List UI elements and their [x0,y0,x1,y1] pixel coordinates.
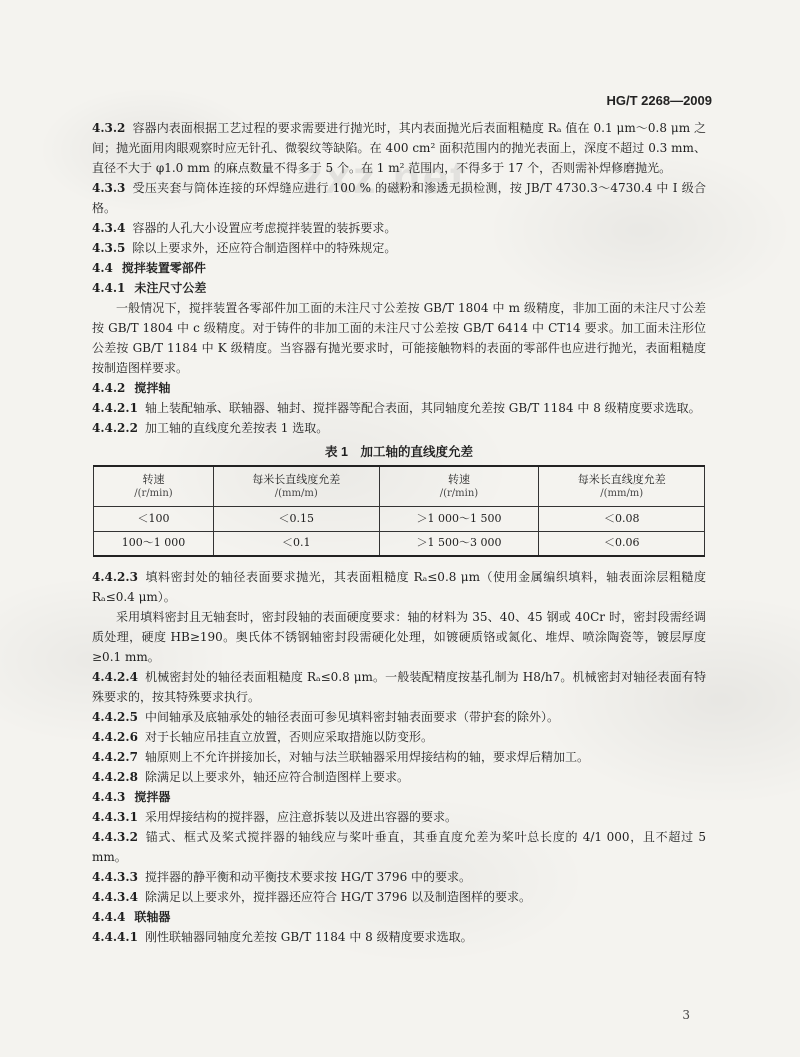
table-cell: 100～1 000 [94,531,214,556]
straightness-tolerance-table [93,465,705,557]
table-cell: ＜0.15 [213,506,379,531]
clause-paragraph [92,218,706,238]
document-body [92,118,706,947]
page-number: 3 [682,1008,690,1022]
clause-text: 受压夹套与筒体连接的环焊缝应进行 100 % 的磁粉和渗透无损检测，按 JB/T 4730.3～4730.4 中 Ⅰ 级合格。 [92,181,706,215]
clause-text: 容器内表面根据工艺过程的要求需要进行抛光时，其内表面抛光后表面粗糙度 Rₐ 值在 0.1 μm～0.8 μm 之间；抛光面用肉眼观察时应无针孔、微裂纹等缺陷。在 400 cm² 面积范围内的抛光表面上，深度不超过 0.3 mm、直径不大于 φ1.0 mm 的麻点数量不得多于 5 个。在 1 m² 范围内，不得多于 17 个，否则需补焊修磨抛光。 [92,121,706,175]
clause-paragraph [92,118,706,178]
clause-number: 4.4.2.4 [92,670,138,684]
clause-number: 4.4.3.1 [92,810,138,824]
section-before-table [92,118,706,438]
clause-paragraph [92,707,706,727]
clause-number: 4.4.2.5 [92,710,138,724]
clause-number: 4.4.2.7 [92,750,138,764]
clause-paragraph [92,727,706,747]
clause-paragraph [92,807,706,827]
clause-number: 4.4.2.3 [92,570,138,584]
clause-text: 锚式、框式及桨式搅拌器的轴线应与桨叶垂直，其垂直度允差为桨叶总长度的 4/1 000，且不超过 5 mm。 [92,830,706,864]
table-cell: ＜0.1 [213,531,379,556]
clause-paragraph [92,927,706,947]
clause-number: 4.3.4 [92,221,126,235]
section-heading [92,787,706,807]
clause-text: 容器的人孔大小设置应考虑搅拌装置的装拆要求。 [132,221,397,235]
heading-text: 联轴器 [134,910,171,924]
clause-number: 4.3.5 [92,241,126,255]
clause-paragraph [92,607,706,667]
clause-paragraph [92,398,706,418]
watermark-text: zxz.net [300,151,468,203]
clause-number: 4.4.2.6 [92,730,138,744]
clause-text: 搅拌器的静平衡和动平衡技术要求按 HG/T 3796 中的要求。 [144,870,472,884]
heading-text: 搅拌轴 [134,381,171,395]
clause-text: 轴上装配轴承、联轴器、轴封、搅拌器等配合表面，其同轴度允差按 GB/T 1184 中 8 级精度要求选取。 [144,401,701,415]
clause-number: 4.4.4 [92,910,126,924]
clause-paragraph [92,298,706,378]
clause-text: 刚性联轴器同轴度允差按 GB/T 1184 中 8 级精度要求选取。 [144,930,473,944]
clause-paragraph [92,667,706,707]
clause-paragraph [92,827,706,867]
clause-text: 加工轴的直线度允差按表 1 选取。 [144,421,329,435]
clause-text: 机械密封处的轴径表面粗糙度 Rₐ≤0.8 μm。一般装配精度按基孔制为 H8/h7。机械密封对轴径表面有特殊要求的，按其特殊要求执行。 [92,670,706,704]
heading-text: 搅拌装置零部件 [121,261,206,275]
clause-number: 4.4.2.1 [92,401,138,415]
clause-text: 中间轴承及底轴承处的轴径表面可参见填料密封轴表面要求（带护套的除外）。 [144,710,559,724]
clause-paragraph [92,867,706,887]
header-tolerance-2: 每米长直线度允差 /(mm/m) [539,466,705,506]
clause-paragraph [92,238,706,258]
header-speed-1: 转速 /(r/min) [94,466,214,506]
clause-text: 除以上要求外，还应符合制造图样中的特殊规定。 [132,241,397,255]
clause-text: 除满足以上要求外，搅拌器还应符合 HG/T 3796 以及制造图样的要求。 [144,890,532,904]
section-heading [92,907,706,927]
table-row [94,506,705,531]
heading-text: 搅拌器 [134,790,171,804]
clause-number: 4.4.3.3 [92,870,138,884]
clause-text: 轴原则上不允许拼接加长，对轴与法兰联轴器采用焊接结构的轴，要求焊后精加工。 [144,750,589,764]
clause-text: 填料密封处的轴径表面要求抛光，其表面粗糙度 Rₐ≤0.8 μm（使用金属编织填料，轴表面涂层粗糙度 Rₐ≤0.4 μm）。 [92,570,706,604]
table-cell: ＜100 [94,506,214,531]
section-after-table [92,567,706,947]
table-row [94,531,705,556]
header-tolerance-1: 每米长直线度允差 /(mm/m) [213,466,379,506]
table-cell: ＞1 000～1 500 [379,506,539,531]
clause-text: 采用焊接结构的搅拌器，应注意拆装以及进出容器的要求。 [144,810,457,824]
table-cell: ＞1 500～3 000 [379,531,539,556]
header-speed-2: 转速 /(r/min) [379,466,539,506]
table-cell: ＜0.06 [539,531,705,556]
table-cell: ＜0.08 [539,506,705,531]
clause-number: 4.3.3 [92,181,126,195]
section-heading [92,378,706,398]
clause-text: 除满足以上要求外，轴还应符合制造图样上要求。 [144,770,409,784]
clause-text: 采用填料密封且无轴套时，密封段轴的表面硬度要求：轴的材料为 35、40、45 钢或 40Cr 时，密封段需经调质处理，硬度 HB≥190。奥氏体不锈钢轴密封段需硬化处理，如镀硬质铬或氮化、堆焊、喷涂陶瓷等，镀层厚度≥0.1 mm。 [92,610,706,664]
clause-number: 4.4.3 [92,790,126,804]
clause-number: 4.4.3.2 [92,830,138,844]
clause-paragraph [92,747,706,767]
clause-number: 4.4.4.1 [92,930,138,944]
clause-number: 4.3.2 [92,121,126,135]
clause-paragraph [92,418,706,438]
standard-code: HG/T 2268—2009 [606,93,712,108]
clause-paragraph [92,767,706,787]
section-heading [92,278,706,298]
clause-paragraph [92,887,706,907]
table-caption: 表 1 加工轴的直线度允差 [325,445,473,459]
clause-paragraph [92,567,706,607]
clause-number: 4.4.2 [92,381,126,395]
clause-number: 4.4.2.8 [92,770,138,784]
clause-number: 4.4.2.2 [92,421,138,435]
clause-paragraph [92,178,706,218]
clause-number: 4.4.3.4 [92,890,138,904]
clause-number: 4.4 [92,261,113,275]
heading-text: 未注尺寸公差 [134,281,207,295]
clause-text: 一般情况下，搅拌装置各零部件加工面的未注尺寸公差按 GB/T 1804 中 m 级精度，非加工面的未注尺寸公差按 GB/T 1804 中 c 级精度。对于铸件的非加工面的未注尺寸公差按 GB/T 6414 中 CT14 要求。加工面未注形位公差按 GB/T 1184 中 K 级精度。当容器有抛光要求时，可能接触物料的表面的零部件也应进行抛光，表面粗糙度按制造图样要求。 [92,301,706,375]
section-heading [92,258,706,278]
table-header-row [94,466,705,506]
clause-text: 对于长轴应吊挂直立放置，否则应采取措施以防变形。 [144,730,433,744]
clause-number: 4.4.1 [92,281,126,295]
